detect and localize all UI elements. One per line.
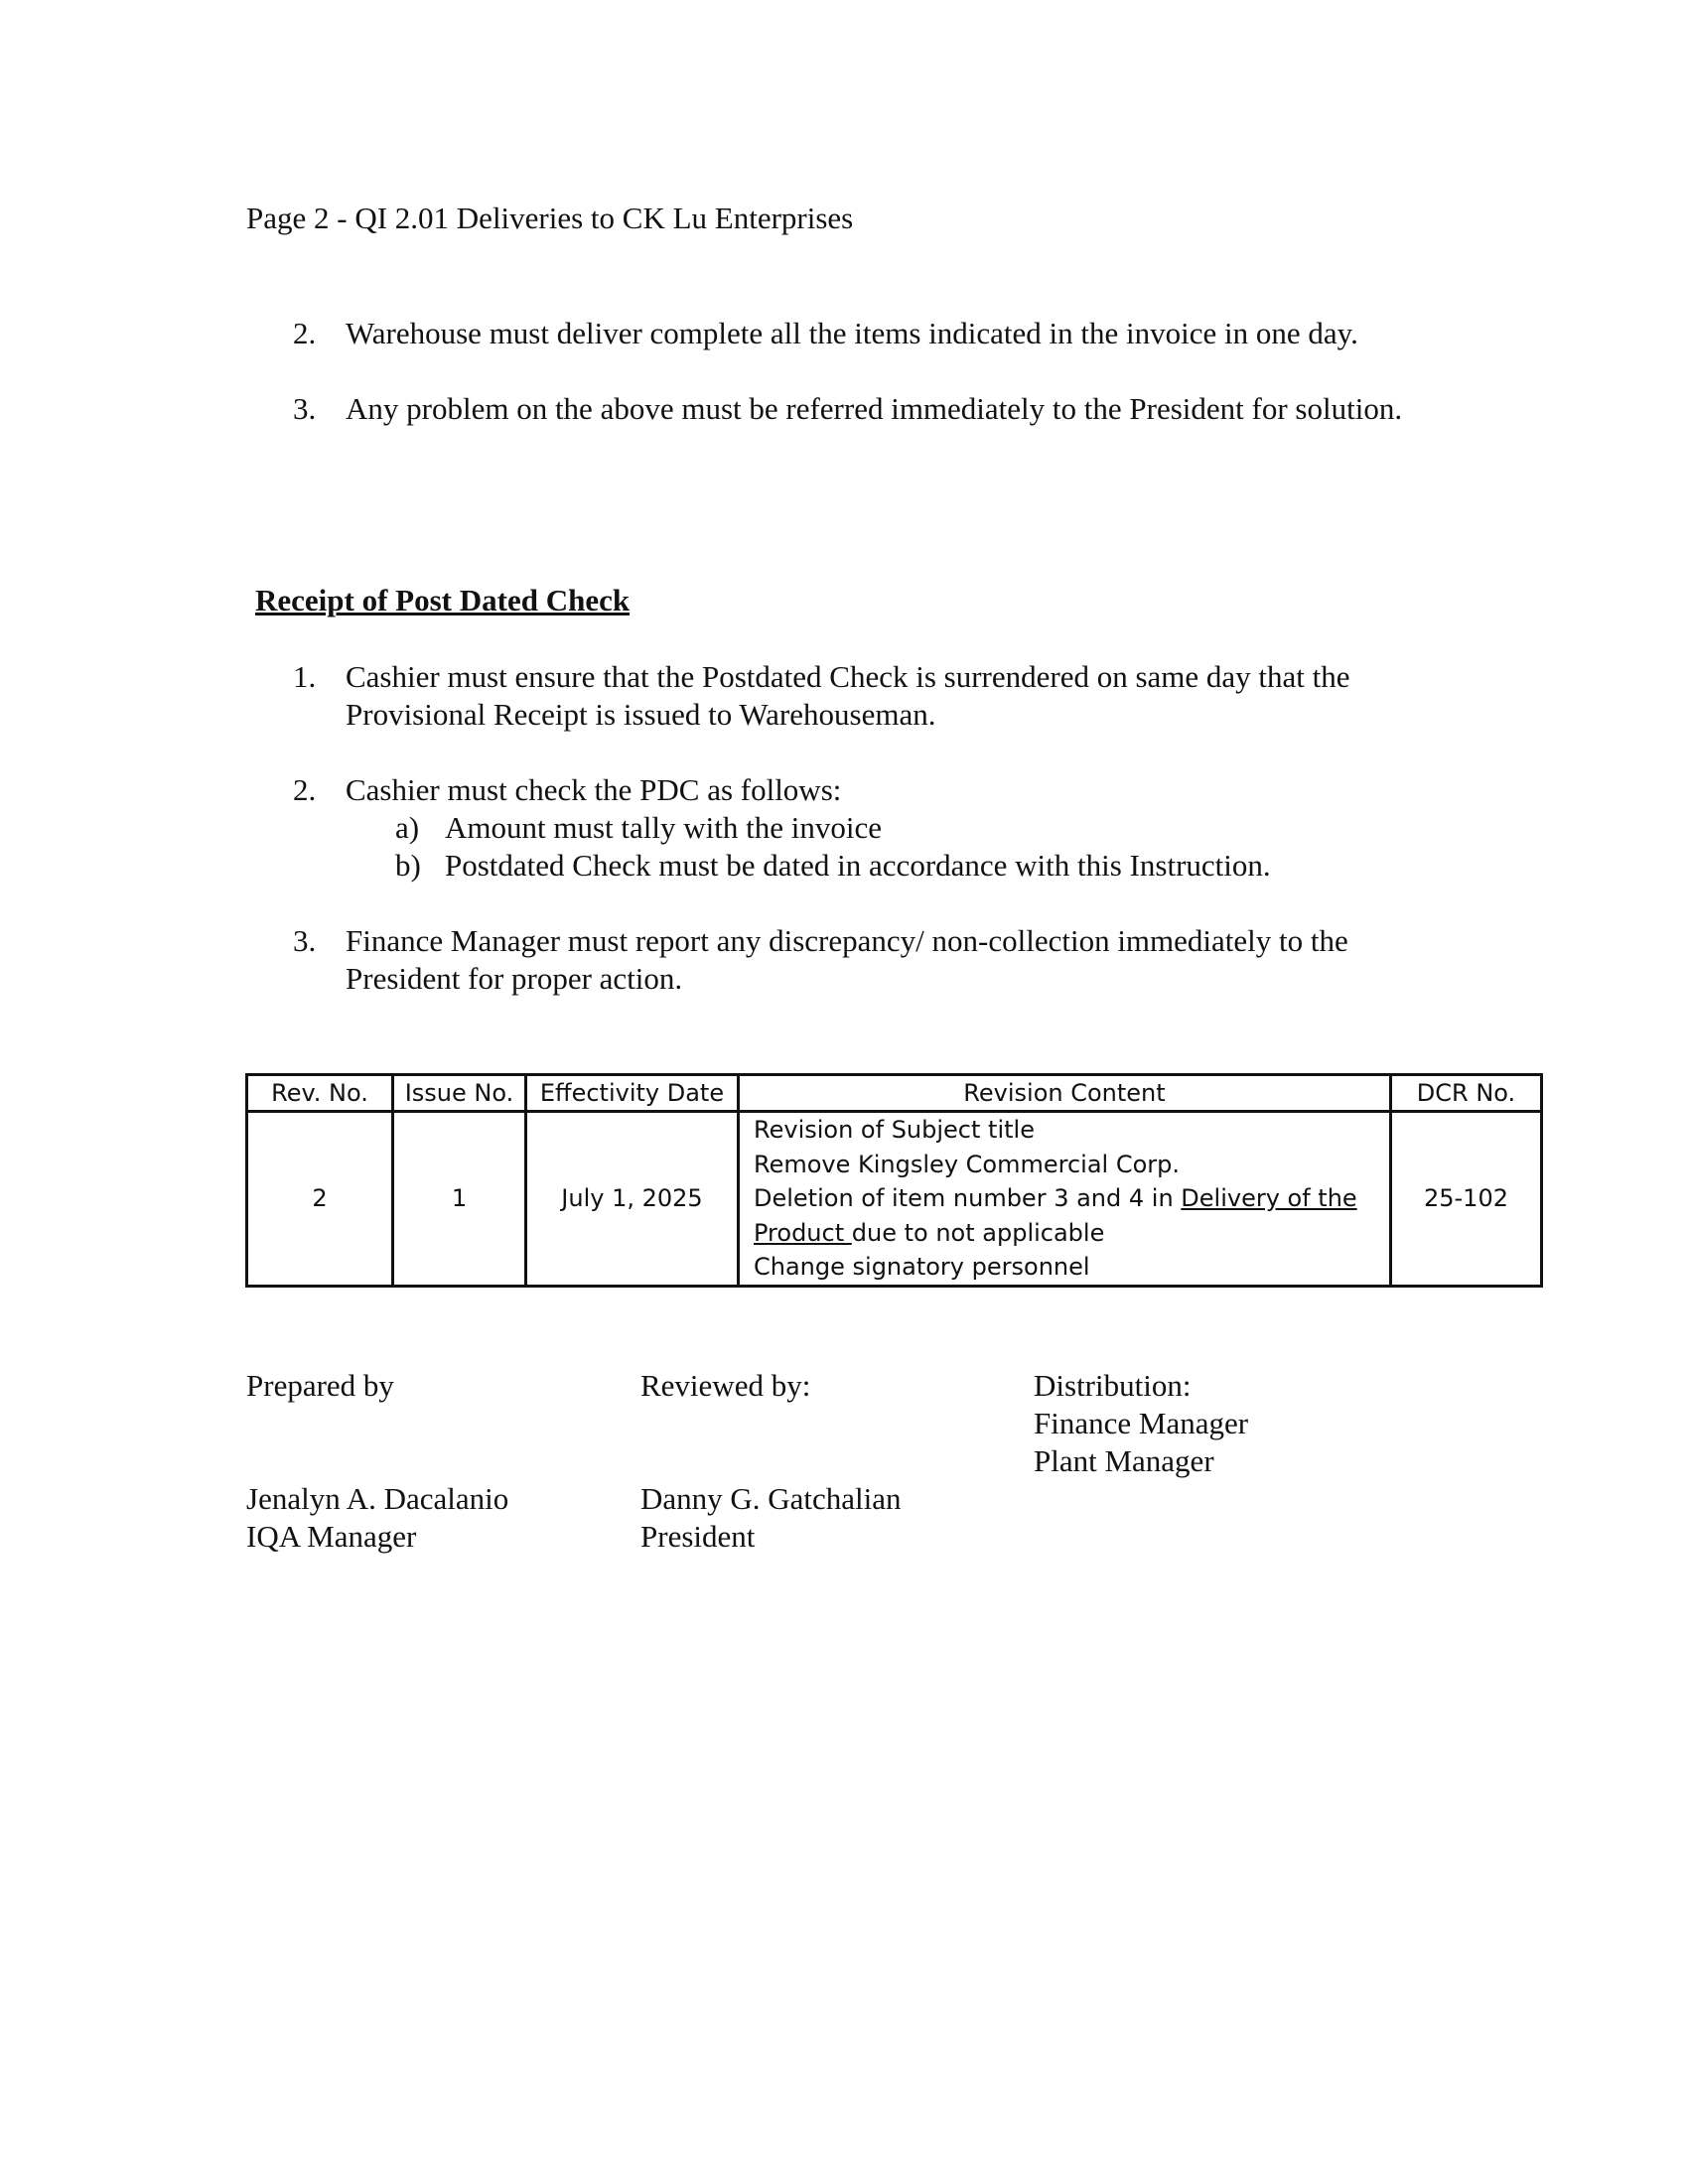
reviewed-by-label: Reviewed by: bbox=[640, 1368, 811, 1403]
preparer-name: Jenalyn A. Dacalanio bbox=[246, 1481, 509, 1516]
content-text: Deletion of item number 3 and 4 in bbox=[754, 1184, 1182, 1212]
item-number: 3. bbox=[293, 391, 317, 426]
effectivity-date-cell: July 1, 2025 bbox=[526, 1112, 739, 1287]
item-number: 1. bbox=[293, 659, 317, 694]
content-line: Change signatory personnel bbox=[754, 1253, 1090, 1281]
column-header-effectivity-date: Effectivity Date bbox=[526, 1075, 739, 1112]
reviewer-title: President bbox=[640, 1519, 756, 1554]
sub-item-text: Amount must tally with the invoice bbox=[445, 810, 882, 845]
distribution-label: Distribution: bbox=[1034, 1368, 1192, 1403]
item-number: 3. bbox=[293, 923, 317, 958]
revision-table bbox=[245, 1073, 1543, 1288]
item-text: Cashier must ensure that the Postdated Check is surrendered on same day that the Provisional Receipt is issued to Warehouseman. bbox=[346, 659, 1350, 732]
item-text: Finance Manager must report any discrepancy/ non-collection immediately to the President for proper action. bbox=[346, 923, 1348, 996]
content-line bbox=[754, 1181, 1375, 1216]
sub-item-letter: a) bbox=[395, 810, 420, 845]
column-header-dcr-no: DCR No. bbox=[1391, 1075, 1542, 1112]
list-item bbox=[293, 390, 1425, 428]
content-line bbox=[754, 1216, 1375, 1251]
reviewer-name: Danny G. Gatchalian bbox=[640, 1481, 902, 1516]
table-row bbox=[247, 1112, 1542, 1287]
preparer-block bbox=[246, 1480, 508, 1556]
sub-list-item bbox=[395, 809, 1425, 847]
distribution-recipient: Finance Manager bbox=[1034, 1406, 1249, 1440]
distribution-block bbox=[1034, 1367, 1248, 1480]
prepared-by-label: Prepared by bbox=[246, 1368, 394, 1403]
reviewer-block bbox=[640, 1480, 902, 1556]
underlined-text: Delivery of the bbox=[1181, 1184, 1357, 1212]
item-text: Cashier must check the PDC as follows: bbox=[346, 772, 842, 807]
table-header-row bbox=[247, 1075, 1542, 1112]
sub-list-item bbox=[395, 847, 1425, 885]
page-header: Page 2 - QI 2.01 Deliveries to CK Lu Enterprises bbox=[246, 201, 854, 235]
sub-list bbox=[346, 809, 1425, 885]
section-heading: Receipt of Post Dated Check bbox=[255, 583, 631, 617]
sub-item-text: Postdated Check must be dated in accordance with this Instruction. bbox=[445, 848, 1271, 883]
rev-no-cell: 2 bbox=[247, 1112, 393, 1287]
content-line: Remove Kingsley Commercial Corp. bbox=[754, 1150, 1180, 1178]
sub-item-letter: b) bbox=[395, 848, 421, 883]
item-number: 2. bbox=[293, 316, 317, 350]
issue-no-cell: 1 bbox=[393, 1112, 526, 1287]
column-header-rev-no: Rev. No. bbox=[247, 1075, 393, 1112]
preparer-title: IQA Manager bbox=[246, 1519, 417, 1554]
pdc-list bbox=[293, 658, 1425, 998]
dcr-no-cell: 25-102 bbox=[1391, 1112, 1542, 1287]
content-text: due to not applicable bbox=[851, 1218, 1105, 1247]
distribution-recipient: Plant Manager bbox=[1034, 1443, 1214, 1478]
column-header-issue-no: Issue No. bbox=[393, 1075, 526, 1112]
content-line: Revision of Subject title bbox=[754, 1116, 1035, 1144]
item-text: Any problem on the above must be referred immediately to the President for solution. bbox=[346, 391, 1403, 426]
underlined-text: Product bbox=[754, 1218, 852, 1247]
item-number: 2. bbox=[293, 772, 317, 807]
item-text: Warehouse must deliver complete all the items indicated in the invoice in one day. bbox=[346, 316, 1358, 350]
revision-content-cell bbox=[739, 1112, 1391, 1287]
list-item bbox=[293, 658, 1425, 734]
delivery-list bbox=[293, 315, 1425, 428]
column-header-revision-content: Revision Content bbox=[739, 1075, 1391, 1112]
list-item bbox=[293, 315, 1425, 352]
list-item bbox=[293, 922, 1425, 998]
list-item bbox=[293, 771, 1425, 885]
